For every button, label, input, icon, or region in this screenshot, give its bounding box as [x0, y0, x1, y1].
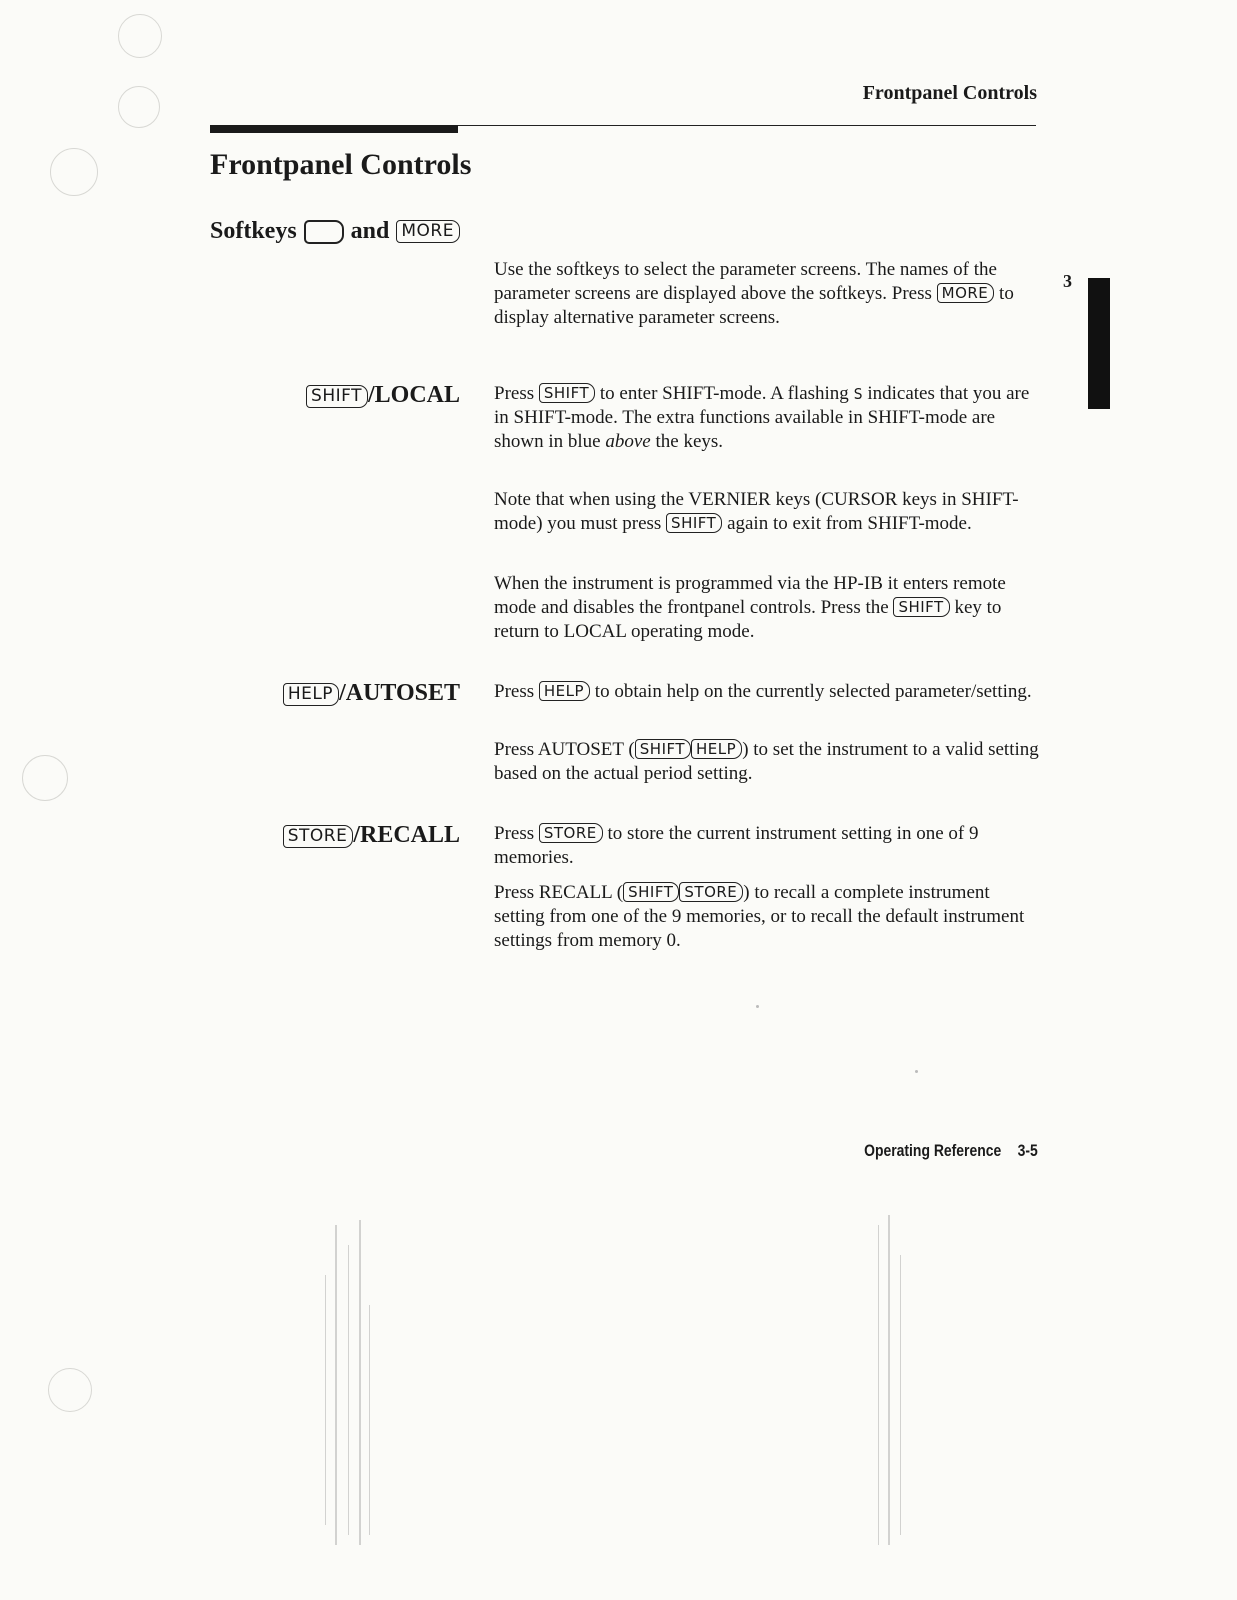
- text: Press AUTOSET (: [494, 739, 635, 760]
- scan-noise-left: [315, 1215, 385, 1550]
- text: Note that when using the VERNIER keys (CURSOR keys in SHIFT-mode) you must press: [494, 489, 1019, 534]
- text: ) to set the instrument to a valid setting based on the actual period setting.: [494, 739, 1039, 784]
- shift-paragraph-3: [494, 572, 1039, 644]
- store-key-icon: STORE: [283, 825, 354, 848]
- text: key to return to LOCAL operating mode.: [494, 597, 1002, 642]
- shift-key-icon: SHIFT: [623, 882, 679, 902]
- shift-indicator-symbol: S: [853, 385, 863, 403]
- softkeys-section-title: [210, 218, 460, 245]
- text: the keys.: [655, 431, 724, 452]
- running-header: Frontpanel Controls: [862, 82, 1037, 104]
- text: to enter SHIFT-mode. A flashing: [599, 383, 849, 404]
- text: to store the current instrument setting in one of 9 memories.: [494, 823, 979, 868]
- softkey-icon: [304, 220, 344, 244]
- scan-noise-right: [868, 1215, 918, 1550]
- help-key-icon: HELP: [691, 739, 742, 759]
- store-recall-label: [283, 822, 460, 849]
- store-paragraph-2: [494, 881, 1039, 953]
- punch-hole-3: [50, 148, 98, 196]
- text: indicates that you are in SHIFT-mode. The extra functions available in SHIFT-mode are shown in blue: [494, 383, 1030, 452]
- shift-local-label: [306, 382, 460, 409]
- punch-hole-5: [48, 1368, 92, 1412]
- help-paragraph-2: [494, 738, 1039, 786]
- punch-hole-4: [22, 755, 68, 801]
- shift-key-icon: SHIFT: [539, 383, 595, 403]
- footer-section: Operating Reference: [864, 1141, 1002, 1160]
- help-autoset-label: [283, 680, 460, 707]
- shift-paragraph-2: [494, 488, 1039, 536]
- shift-local-label-text: /LOCAL: [367, 382, 460, 408]
- text: Press RECALL (: [494, 882, 624, 903]
- chapter-tab-marker: [1088, 278, 1110, 409]
- text: again to exit from SHIFT-mode.: [727, 513, 972, 534]
- shift-paragraph-1: [494, 382, 1039, 454]
- text: Press: [494, 383, 535, 404]
- softkeys-title-text: Softkeys: [210, 218, 297, 244]
- scan-speck: [756, 1005, 759, 1008]
- shift-key-icon: SHIFT: [635, 739, 691, 759]
- softkeys-description: [494, 258, 1039, 330]
- scan-speck: [915, 1070, 918, 1073]
- more-key-icon: MORE: [937, 283, 995, 303]
- punch-hole-1: [118, 14, 162, 58]
- emphasis-above: above: [605, 431, 651, 452]
- help-autoset-label-text: /AUTOSET: [339, 680, 460, 706]
- text: When the instrument is programmed via the HP-IB it enters remote mode and disables the frontpanel controls. Press the: [494, 573, 1006, 618]
- help-key-icon: HELP: [539, 681, 590, 701]
- softkeys-text-1: Use the softkeys to select the parameter screens. The names of the parameter screens are displayed above the softkeys. Press: [494, 259, 997, 304]
- shift-key-icon: SHIFT: [666, 513, 722, 533]
- help-key-icon: HELP: [283, 683, 339, 706]
- softkeys-title-and: and: [350, 218, 390, 244]
- store-recall-label-text: /RECALL: [353, 822, 460, 848]
- more-key-icon: MORE: [396, 220, 460, 243]
- header-rule-bar: [210, 125, 458, 133]
- text: ) to recall a complete instrument setting from one of the 9 memories, or to recall the default instrument settings from memory 0.: [494, 882, 1025, 951]
- text: Press: [494, 681, 535, 702]
- store-paragraph-1: [494, 822, 1039, 870]
- shift-key-icon: SHIFT: [306, 385, 368, 408]
- text: Press: [494, 823, 535, 844]
- store-key-icon: STORE: [539, 823, 603, 843]
- footer-page-number: 3-5: [1017, 1141, 1038, 1160]
- punch-hole-2: [118, 86, 160, 128]
- store-key-icon: STORE: [679, 882, 743, 902]
- chapter-number: 3: [1063, 271, 1072, 291]
- page-title: Frontpanel Controls: [210, 148, 472, 181]
- text: to obtain help on the currently selected parameter/setting.: [594, 681, 1032, 702]
- page-footer: [864, 1141, 1038, 1161]
- help-paragraph-1: [494, 680, 1039, 704]
- shift-key-icon: SHIFT: [893, 597, 949, 617]
- softkeys-text-2: to display alternative parameter screens.: [494, 283, 1014, 328]
